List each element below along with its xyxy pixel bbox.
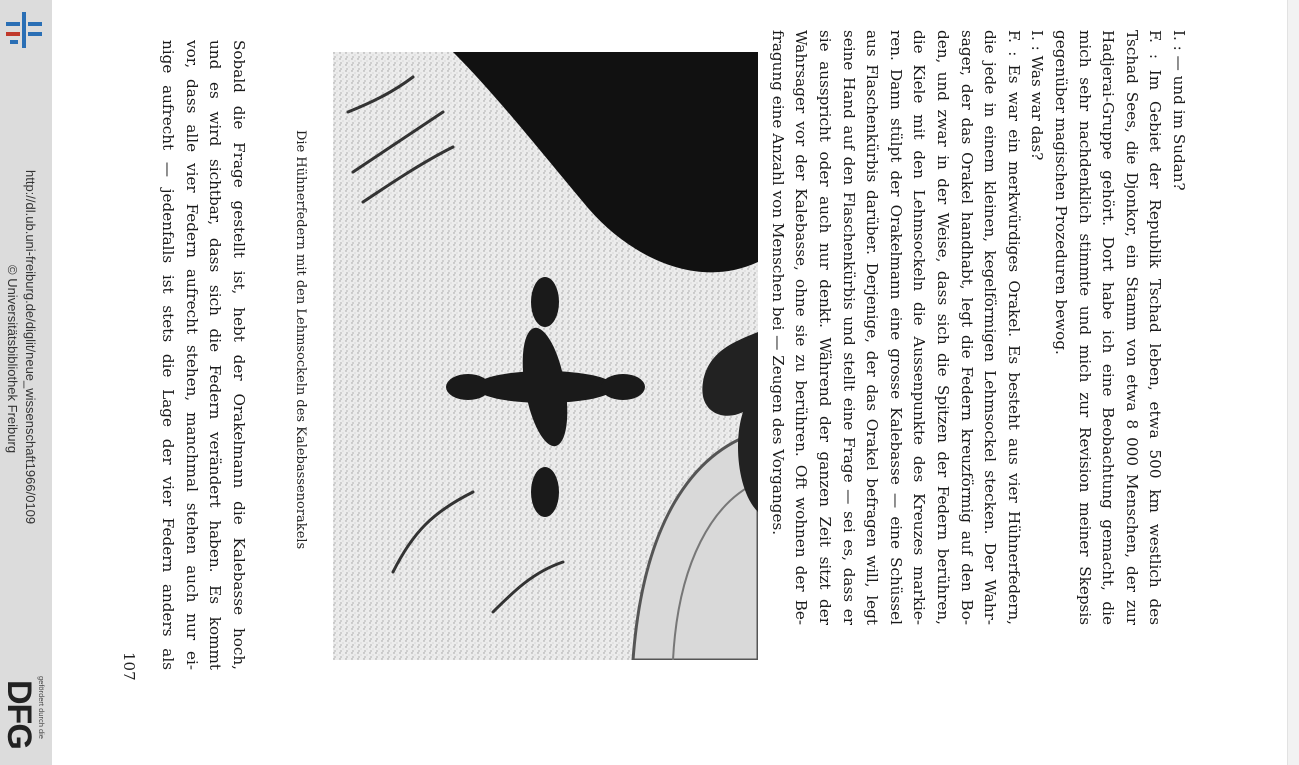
text-line: die Kiele mit den Lehmsockeln die Aussenpunkte des Kreuzes markie- — [910, 30, 929, 625]
feather-oracle-photo — [333, 52, 758, 660]
text-line: fragung eine Anzahl von Menschen bei — Zeugen des Vorganges. — [768, 30, 787, 536]
text-line: F. : Es war ein merkwürdiges Orakel. Es besteht aus vier Hühnerfedern, — [1004, 30, 1023, 625]
text-column-top — [765, 30, 1190, 625]
text-line: mich sehr nachdenklich stimmte und mich zur Revision meiner Skepsis — [1075, 30, 1094, 625]
page-edge — [1287, 0, 1299, 765]
dfg-logo: DFG — [0, 680, 38, 749]
text-line: Sobald die Frage gestellt ist, hebt der Orakelmann die Kalebasse hoch, — [230, 40, 248, 670]
text-line: nige aufrecht — jedenfalls ist stets die Lage der vier Federn anders als — [159, 40, 178, 670]
page-number: 107 — [120, 652, 138, 681]
text-line: vor, dass alle vier Federn aufrecht stehen, manchmal stehen auch nur ei- — [182, 40, 201, 670]
text-line: die jede in einem kleinen, kegelförmigen Lehmsockel stecken. Der Wahr- — [981, 30, 1000, 625]
text-line: aus Flaschenkürbis darüber. Derjenige, der das Orakel befragen will, legt — [863, 30, 882, 625]
text-line: ren. Dann stülpt der Orakelmann eine grosse Kalebasse — eine Schüssel — [886, 30, 905, 625]
text-line: I. : — und im Sudan? — [1170, 30, 1188, 191]
text-column-bottom — [156, 40, 250, 670]
ub-freiburg-logo-icon — [2, 10, 46, 50]
text-line: gegenüber magischen Prozeduren bewog. — [1052, 30, 1071, 355]
text-line: Wahrsager vor der Kalebasse, ohne sie zu berühren. Oft wohnen der Be- — [792, 30, 811, 625]
text-line: F. : Im Gebiet der Republik Tschad leben, etwa 500 km westlich des — [1146, 30, 1165, 625]
funded-by-label: gefördert durch die — [37, 676, 46, 739]
text-line: sie ausspricht oder auch nur denkt. Während der ganzen Zeit sitzt der — [816, 30, 835, 625]
text-line: I. : Was war das? — [1028, 30, 1047, 161]
viewer-sidebar — [0, 0, 52, 765]
text-line: und es wird sichtbar, dass sich die Federn verändert haben. Es kommt — [206, 40, 225, 670]
text-line: den, und zwar in der Weise, dass sich die Spitzen der Federn berühren, — [934, 30, 953, 625]
text-line: Tschad Sees, die Djonkor, ein Stamm von etwa 8 000 Menschen, der zur — [1122, 30, 1141, 625]
copyright-notice: © Universitätsbibliothek Freiburg — [5, 265, 20, 454]
text-line: sager, der das Orakel handhabt, legt die Federn kreuzförmig auf den Bo- — [957, 30, 976, 625]
text-line: Hadjerai-Gruppe gehört. Dort habe ich eine Beobachtung gemacht, die — [1099, 30, 1118, 625]
text-line: seine Hand auf den Flaschenkürbis und stellt eine Frage — sei es, dass er — [839, 30, 858, 625]
figure-caption: Die Hühnerfedern mit den Lehmsockeln des Kalebassenorakels — [293, 130, 308, 550]
source-url[interactable]: http://dl.ub.uni-freiburg.de/diglit/neue_wissenschaft1966/0109 — [23, 170, 38, 525]
